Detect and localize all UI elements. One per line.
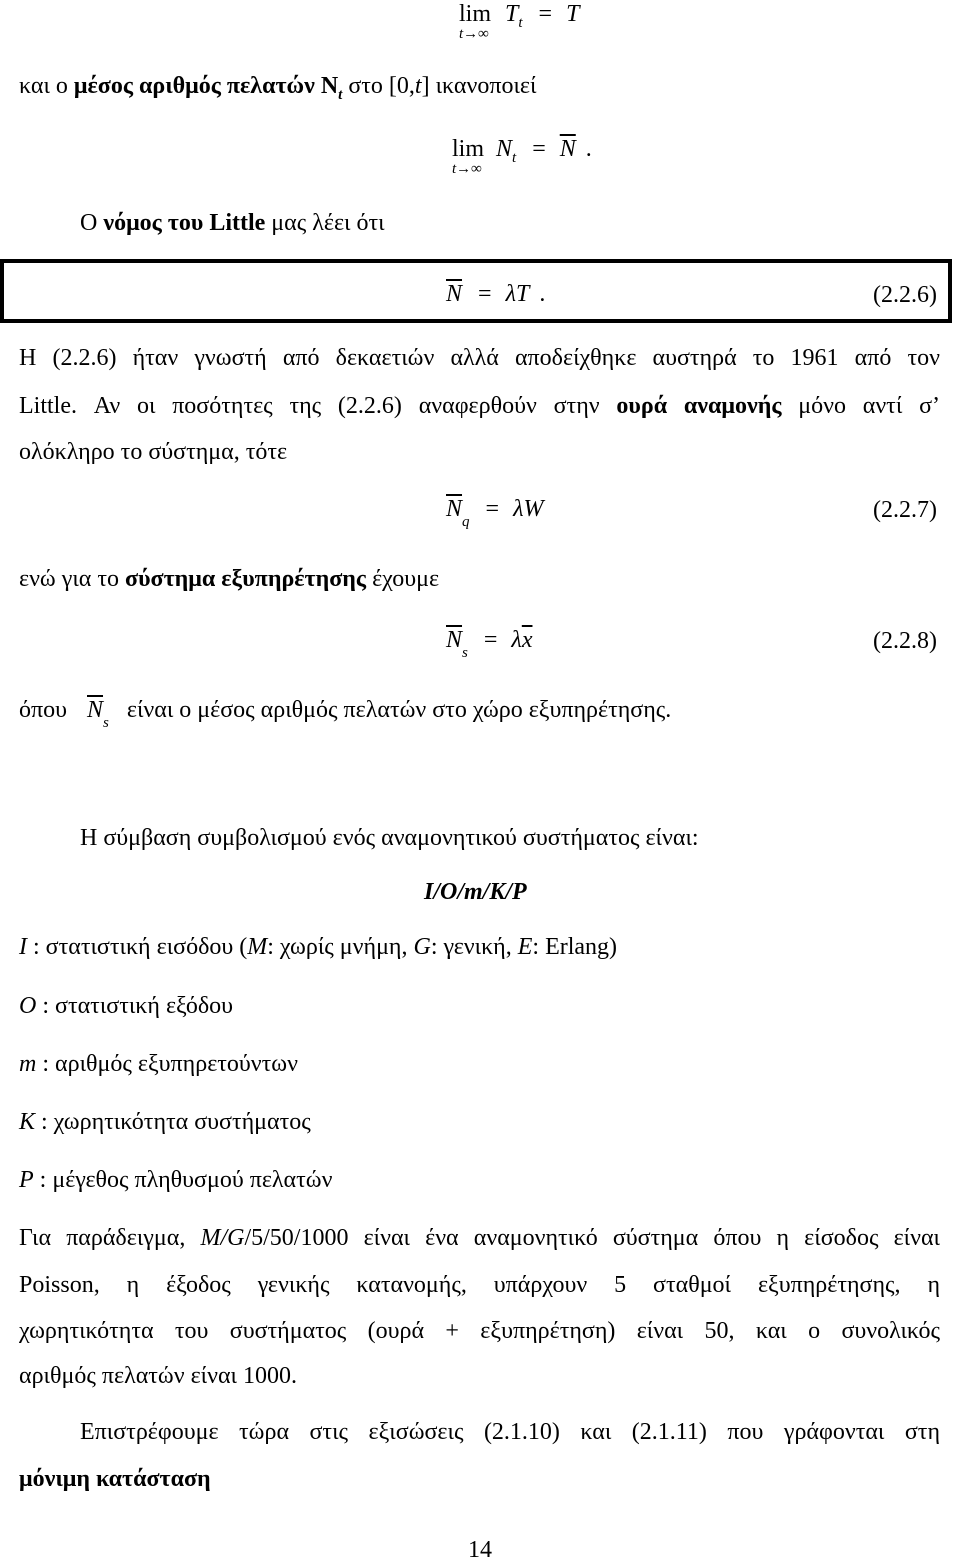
return-line-bold: μόνιμη κατάσταση [19,1466,211,1492]
text-segment: : γενική, [430,934,518,960]
text-segment: : χωρίς μνήμη, [267,934,414,960]
text-segment: στο [0, [342,73,415,99]
paragraph-line [19,394,940,418]
eq-rhs: $\overline{N}$ [559,136,576,162]
definition-O [19,994,233,1018]
eq-lhs: N [496,136,513,162]
subscript: t [338,87,343,103]
def-symbol: P [19,1167,34,1193]
eq-lhs: T [505,1,519,27]
paragraph-mean-customers [19,73,537,103]
text-segment: Ο [80,210,104,236]
symbol-N: $\overline{N}$ [87,697,104,723]
where-line [19,697,672,731]
text-segment: μας λέει ότι [265,210,385,236]
text-segment: έχουμε [366,566,440,592]
equation-2-2-6 [446,282,545,306]
equation-number-2-2-7: (2.2.7) [873,497,937,523]
definition-m [19,1052,298,1076]
text-segment: : στατιστική εισόδου ( [27,934,248,960]
eq-dot: . [585,136,592,162]
eq-rhs: λT [505,281,530,307]
little-law-intro [80,211,385,235]
text-segment: : στατιστική εξόδου [36,993,234,1019]
equation-number-2-2-6: (2.2.6) [873,282,937,308]
def-symbol: O [19,993,37,1019]
lim-operator: lim [459,1,492,27]
italic-term: M/G [200,1225,245,1251]
text-segment: Για παράδειγμα, [19,1225,201,1251]
equation-number-2-2-8: (2.2.8) [873,628,937,654]
example-line [19,1226,940,1250]
eq-lhs-sub: t [512,150,517,166]
equation-2-2-7 [446,496,544,530]
definition-P [19,1168,332,1192]
eq-lhs: $\overline{N}$ [446,281,463,307]
eq-equals: = [478,281,492,307]
bold-term: νόμος του Little [103,210,266,236]
eq-lhs-sub: t [518,15,523,31]
text-segment: ενώ για το [19,566,126,592]
lim-operator: lim [452,136,485,162]
example-line: χωρητικότητα του συστήματος (ουρά + εξυπηρέτηση) είναι 50, και ο συνολικός [19,1318,940,1344]
return-line: Επιστρέφουμε τώρα στις εξισώσεις (2.1.10) και (2.1.11) που γράφονται στη [80,1419,940,1445]
eq-x: $\overline{x}$ [521,627,533,653]
eq-equals: = [532,136,546,162]
definition-I [19,935,617,959]
eq-equals: = [483,627,498,653]
eq-equals: = [485,496,500,522]
def-symbol: m [19,1051,37,1077]
paragraph-line: Η (2.2.6) ήταν γνωστή από δεκαετιών αλλά αποδείχθηκε αυστηρά το 1961 από τον [19,345,940,371]
example-line: αριθμός πελατών είναι 1000. [19,1363,297,1389]
definition-K [19,1110,311,1134]
italic-term: M [247,934,268,960]
text-segment: : αριθμός εξυπηρετούντων [36,1051,298,1077]
bold-term: ουρά αναμονής [616,393,782,419]
text-segment: ] ικανοποιεί [421,73,537,99]
text-segment: Little. Αν οι ποσότητες της (2.2.6) αναφερθούν στην [19,393,617,419]
text-segment: όπου [19,697,67,723]
eq-sub: s [462,645,468,661]
text-segment: και ο [19,73,74,99]
paragraph-line: ολόκληρο το σύστημα, τότε [19,439,288,465]
eq-rhs: λW [513,496,544,522]
text-segment: είναι ο μέσος αριθμός πελατών στο χώρο εξυπηρέτησης. [126,697,672,723]
equation-lim-N [452,136,592,166]
eq-lambda: λ [511,627,522,653]
italic-term: E [517,934,533,960]
notation-formula: I/O/m/K/P [424,879,527,905]
symbol-sub: s [103,715,109,731]
text-segment: : χωρητικότητα συστήματος [35,1109,311,1135]
eq-lhs: $\overline{N}$ [446,627,463,653]
notation-intro: Η σύμβαση συμβολισμού ενός αναμονητικού συστήματος είναι: [80,825,699,851]
eq-dot: . [539,281,546,307]
eq-lhs: $\overline{N}$ [446,496,463,522]
text-segment: μόνο αντί σ’ [781,393,940,419]
text-segment: : Erlang) [532,934,618,960]
example-line: Poisson, η έξοδος γενικής κατανομής, υπάρχουν 5 σταθμοί εξυπηρέτησης, η [19,1272,940,1298]
text-segment: : μέγεθος πληθυσμού πελατών [33,1167,333,1193]
italic-t: t [414,73,422,99]
bold-term: σύστημα εξυπηρέτησης [125,566,367,592]
def-symbol: K [19,1109,36,1135]
lim-under-N: t→∞ [452,161,482,177]
text-segment: /5/50/1000 είναι ένα αναμονητικό σύστημα όπου η είσοδος είναι [244,1225,940,1251]
eq-equals: = [538,1,553,27]
italic-term: G [413,934,431,960]
page-number: 14 [468,1537,492,1563]
lim-under-T: t→∞ [459,26,489,42]
equation-2-2-8 [446,627,533,661]
bold-term: μέσος αριθμός πελατών N [73,73,339,99]
eq-sub: q [462,514,470,530]
eq-rhs: T [566,1,580,27]
equation-lim-T [459,1,580,31]
def-symbol: I [19,934,27,960]
service-system-line [19,567,439,591]
